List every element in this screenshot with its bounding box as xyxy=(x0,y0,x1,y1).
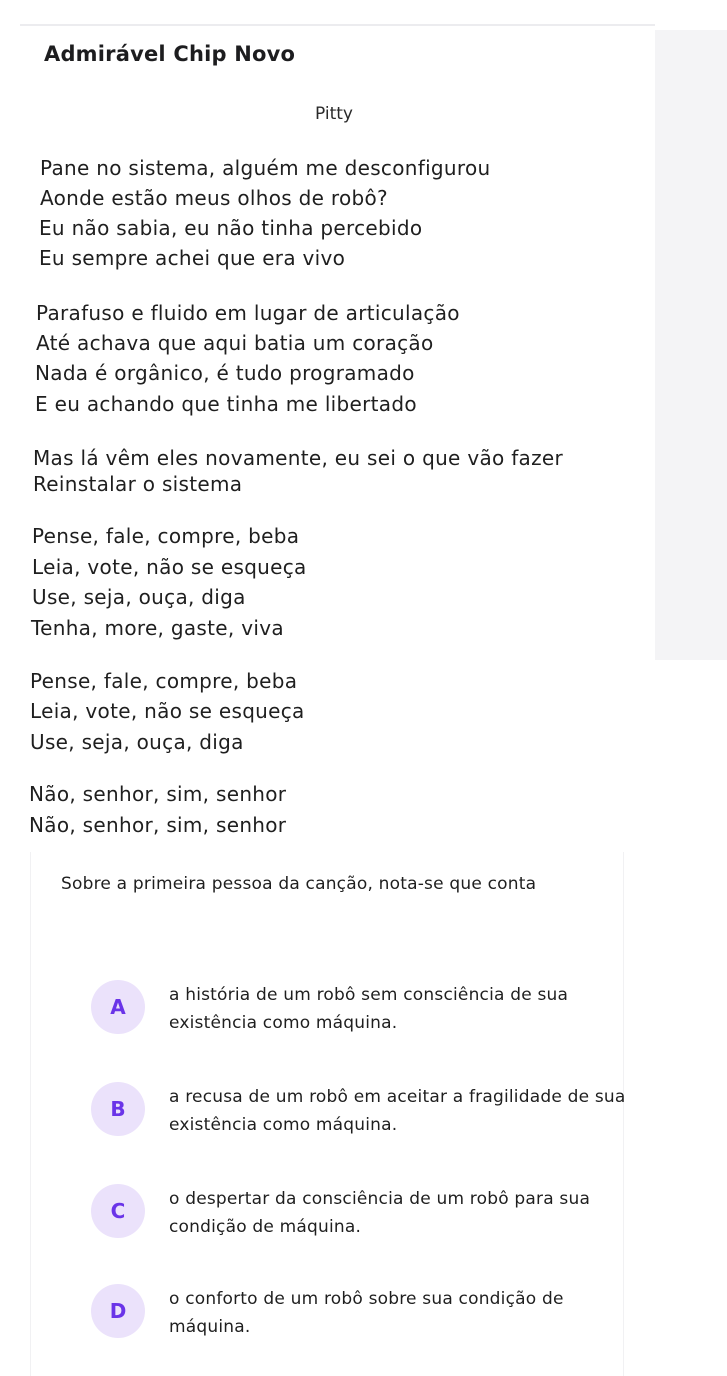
option-text: a história de um robô sem consciência de sua existência como máquina. xyxy=(169,985,569,1033)
option-d[interactable] xyxy=(61,1284,621,1354)
screenshot-edge-shade xyxy=(655,30,727,660)
lyric-line: Até achava que aqui batia um coração xyxy=(36,331,434,355)
lyric-line: Não, senhor, sim, senhor xyxy=(29,813,287,837)
question-prompt: Sobre a primeira pessoa da canção, nota-se que conta xyxy=(61,874,537,894)
lyric-line: Use, seja, ouça, diga xyxy=(32,585,246,609)
option-letter-badge: C xyxy=(91,1184,145,1238)
lyric-line: Pense, fale, compre, beba xyxy=(32,524,300,548)
lyric-line: Parafuso e fluido em lugar de articulação xyxy=(36,301,460,325)
option-letter-badge: B xyxy=(91,1082,145,1136)
lyric-line: E eu achando que tinha me libertado xyxy=(35,392,417,416)
lyric-line: Pense, fale, compre, beba xyxy=(30,669,298,693)
lyric-line: Não, senhor, sim, senhor xyxy=(29,782,287,806)
option-b[interactable] xyxy=(61,1082,626,1152)
option-text: o despertar da consciência de um robô para sua condição de máquina. xyxy=(169,1189,591,1237)
option-a[interactable] xyxy=(61,980,621,1050)
lyric-line: Use, seja, ouça, diga xyxy=(30,730,244,754)
option-text: o conforto de um robô sobre sua condição de máquina. xyxy=(169,1289,564,1337)
lyric-line: Leia, vote, não se esqueça xyxy=(32,555,307,579)
lyric-line: Pane no sistema, alguém me desconfigurou xyxy=(40,156,491,180)
lyric-line: Leia, vote, não se esqueça xyxy=(30,699,305,723)
lyric-line: Reinstalar o sistema xyxy=(33,472,243,496)
lyric-line: Nada é orgânico, é tudo programado xyxy=(35,361,415,385)
option-text: a recusa de um robô em aceitar a fragilidade de sua existência como máquina. xyxy=(169,1087,626,1135)
option-letter-badge: D xyxy=(91,1284,145,1338)
lyric-line: Mas lá vêm eles novamente, eu sei o que vão fazer xyxy=(33,446,564,470)
top-divider xyxy=(20,24,655,26)
lyric-line: Eu sempre achei que era vivo xyxy=(39,246,346,270)
song-author: Pitty xyxy=(315,104,353,124)
option-letter-badge: A xyxy=(91,980,145,1034)
song-title: Admirável Chip Novo xyxy=(44,42,296,66)
option-c[interactable] xyxy=(61,1184,621,1254)
lyric-line: Aonde estão meus olhos de robô? xyxy=(40,186,388,210)
lyric-line: Tenha, more, gaste, viva xyxy=(31,616,284,640)
question-card xyxy=(30,852,624,1376)
lyric-line: Eu não sabia, eu não tinha percebido xyxy=(39,216,423,240)
